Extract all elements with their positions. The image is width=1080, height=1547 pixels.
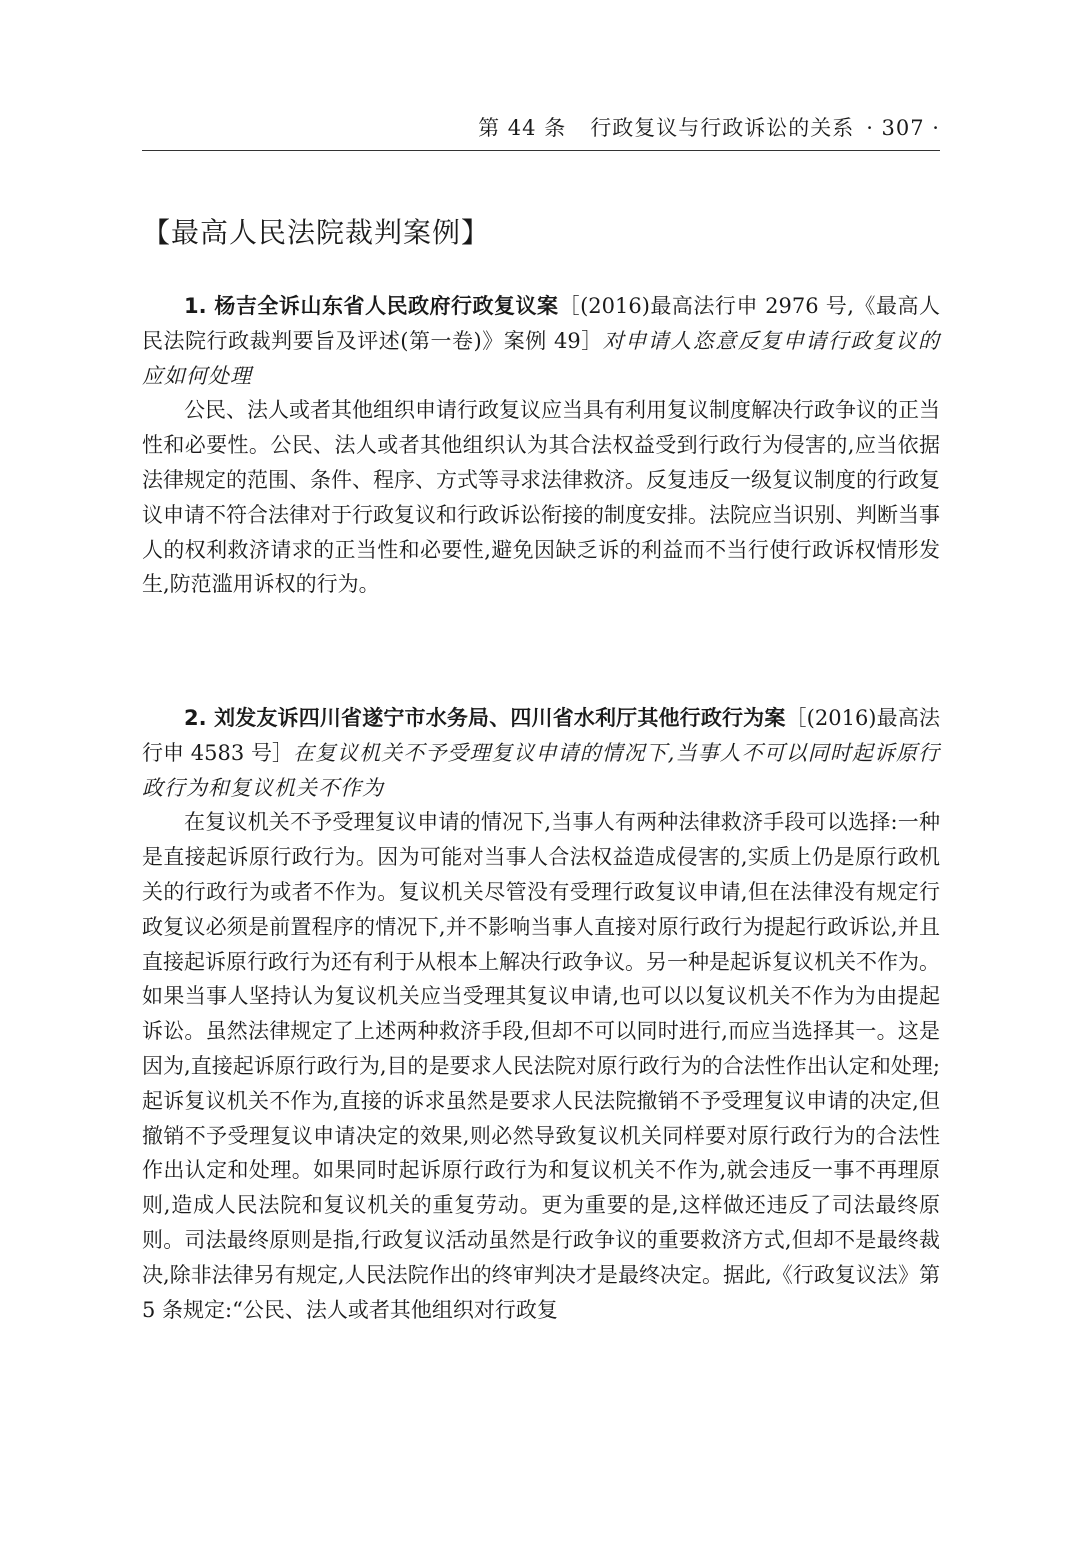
- book-page: [142, 0, 940, 1547]
- case-citation: ［(2016)最高法行申 2976 号,《最高人民法院行政裁判要旨及评述(第一卷)》案例 49］: [142, 294, 940, 353]
- header-divider: [142, 150, 940, 151]
- case-heading: [142, 289, 940, 393]
- case-body: 在复议机关不予受理复议申请的情况下,当事人有两种法律救济手段可以选择:一种是直接起诉原行政行为。因为可能对当事人合法权益造成侵害的,实质上仍是原行政机关的行政行为或者不作为。复议机关尽管没有受理行政复议申请,但在法律没有规定行政复议必须是前置程序的情况下,并不影响当事人直接对原行政行为提起行政诉讼,并且直接起诉原行政行为还有利于从根本上解决行政争议。另一种是起诉复议机关不作为。如果当事人坚持认为复议机关应当受理其复议申请,也可以以复议机关不作为为由提起诉讼。虽然法律规定了上述两种救济手段,但却不可以同时进行,而应当选择其一。这是因为,直接起诉原行政行为,目的是要求人民法院对原行政行为的合法性作出认定和处理;起诉复议机关不作为,直接的诉求虽然是要求人民法院撤销不予受理复议申请的决定,但撤销不予受理复议申请决定的效果,则必然导致复议机关同样要对原行政行为的合法性作出认定和处理。如果同时起诉原行政行为和复议机关不作为,就会违反一事不再理原则,造成人民法院和复议机关的重复劳动。更为重要的是,这样做还违反了司法最终原则。司法最终原则是指,行政复议活动虽然是行政争议的重要救济方式,但却不是最终裁决,除非法律另有规定,人民法院作出的终审判决才是最终决定。据此,《行政复议法》第 5 条规定:“公民、法人或者其他组织对行政复: [142, 810, 940, 1322]
- case-entry: [142, 289, 940, 602]
- running-header: [478, 112, 940, 142]
- case-citation: ［(2016)最高法行申 4583 号］: [142, 706, 940, 765]
- case-heading: [142, 701, 940, 805]
- case-holding: 对申请人恣意反复申请行政复议的应如何处理: [142, 328, 941, 388]
- case-holding: 在复议机关不予受理复议申请的情况下,当事人不可以同时起诉原行政行为和复议机关不作为: [142, 740, 940, 800]
- section-title: 【最高人民法院裁判案例】: [142, 216, 491, 249]
- case-title: 1. 杨吉全诉山东省人民政府行政复议案: [184, 294, 559, 318]
- case-body: 公民、法人或者其他组织申请行政复议应当具有利用复议制度解决行政争议的正当性和必要性。公民、法人或者其他组织认为其合法权益受到行政行为侵害的,应当依据法律规定的范围、条件、程序、方式等寻求法律救济。反复违反一级复议制度的行政复议申请不符合法律对于行政复议和行政诉讼衔接的制度安排。法院应当识别、判断当事人的权利救济请求的正当性和必要性,避免因缺乏诉的利益而不当行使行政诉权情形发生,防范滥用诉权的行为。: [142, 398, 940, 597]
- page-number: · 307 ·: [866, 116, 940, 140]
- header-chapter-title: 行政复议与行政诉讼的关系: [590, 116, 855, 140]
- header-article-number: 第 44 条: [478, 116, 567, 140]
- case-title: 2. 刘发友诉四川省遂宁市水务局、四川省水利厅其他行政行为案: [184, 706, 786, 730]
- case-entry: [142, 701, 940, 1327]
